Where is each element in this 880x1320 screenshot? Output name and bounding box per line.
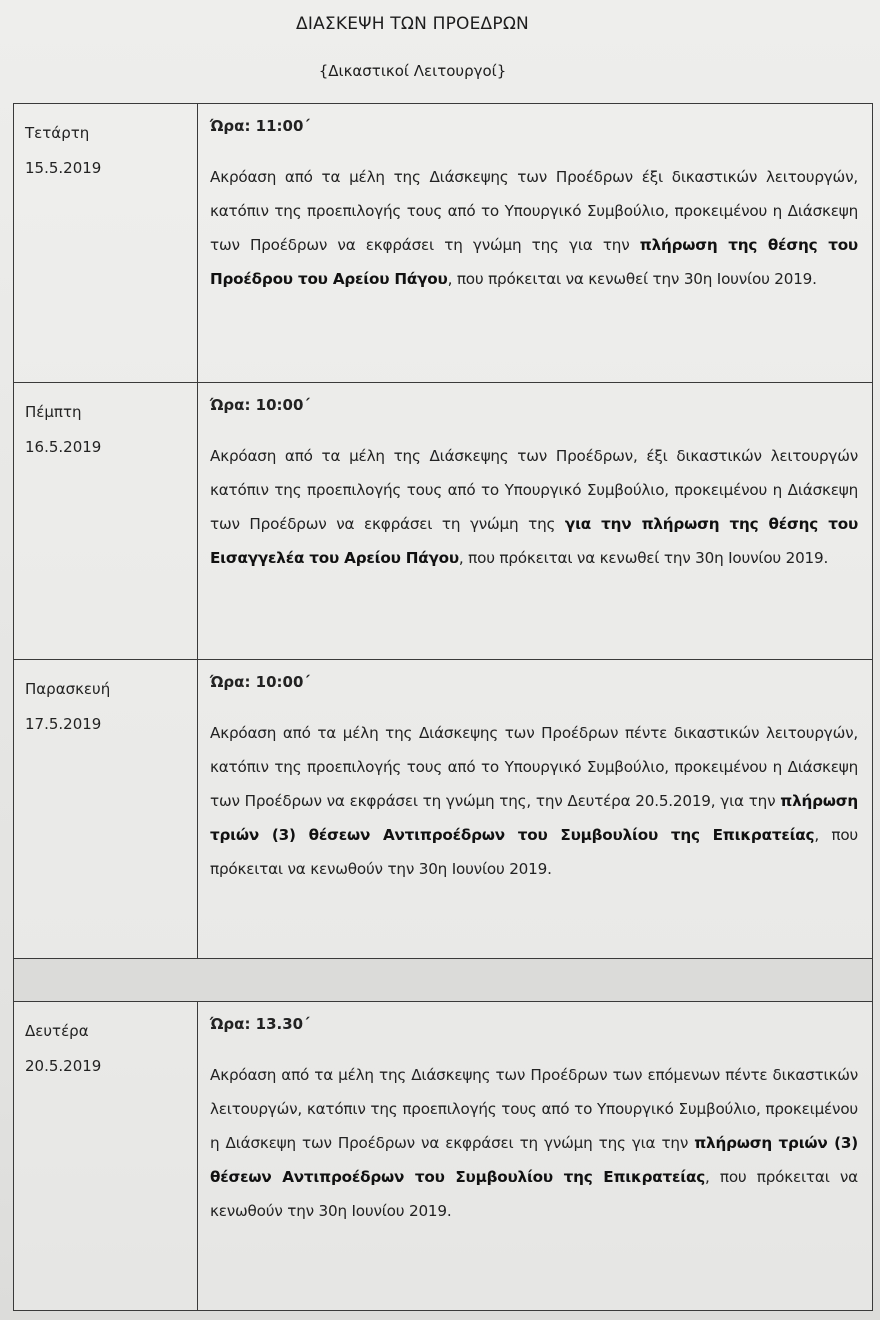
description-text: Ακρόαση από τα μέλη της Διάσκεψης των Προέδρων, έξι δικαστικών λειτουργών κατόπιν της προεπιλογής τους από το Υπουργικό Συμβούλιο, προκειμένου η Διάσκεψη των Προέδρων να εκφράσει τη γνώμη της xyxy=(210,447,858,533)
empty-cell xyxy=(14,959,872,1001)
hearing-description xyxy=(210,716,858,886)
day-label: Δευτέρα xyxy=(25,1022,89,1040)
hearing-description xyxy=(210,439,858,575)
content-cell xyxy=(198,660,872,958)
day-label: Παρασκευή xyxy=(25,680,111,698)
description-text: , που πρόκειται να κενωθεί την 30η Ιουνίου 2019. xyxy=(458,549,829,567)
description-text: , που πρόκειται να κενωθούν την 30η Ιουνίου 2019. xyxy=(210,1168,858,1220)
description-text: , που πρόκειται να κενωθεί την 30η Ιουνίου 2019. xyxy=(447,270,817,288)
time-label: Ώρα: 11:00΄ xyxy=(210,117,311,135)
description-highlight: πλήρωση της θέσης του Προέδρου του Αρείου Πάγου xyxy=(210,236,858,288)
description-text: Ακρόαση από τα μέλη της Διάσκεψης των Προέδρων των επόμενων πέντε δικαστικών λειτουργών, κατόπιν της προεπιλογής τους από το Υπουργικό Συμβούλιο, προκειμένου η Διάσκεψη των Προέδρων να εκφράσει τη γνώμη της για την xyxy=(210,1066,858,1152)
date-cell xyxy=(14,383,198,659)
hearing-description xyxy=(210,1058,858,1228)
date-label: 20.5.2019 xyxy=(25,1057,102,1075)
empty-separator-row xyxy=(14,959,872,1002)
schedule-row xyxy=(14,660,872,959)
description-text: , που πρόκειται να κενωθούν την 30η Ιουνίου 2019. xyxy=(210,826,858,878)
description-highlight: για την πλήρωση της θέσης του Εισαγγελέα του Αρείου Πάγου xyxy=(210,515,858,567)
content-cell xyxy=(198,1002,872,1310)
time-label: Ώρα: 10:00΄ xyxy=(210,673,311,691)
description-highlight: πλήρωση τριών (3) θέσεων Αντιπροέδρων του Συμβουλίου της Επικρατείας xyxy=(210,792,858,844)
time-label: Ώρα: 10:00΄ xyxy=(210,396,311,414)
time-label: Ώρα: 13.30΄ xyxy=(210,1015,310,1033)
date-label: 17.5.2019 xyxy=(25,715,102,733)
content-cell xyxy=(198,104,872,382)
schedule-table xyxy=(13,103,873,1311)
date-cell xyxy=(14,104,198,382)
schedule-row xyxy=(14,383,872,660)
content-cell xyxy=(198,383,872,659)
hearing-description xyxy=(210,160,858,296)
schedule-row xyxy=(14,1002,872,1310)
description-text: Ακρόαση από τα μέλη της Διάσκεψης των Προέδρων έξι δικαστικών λειτουργών, κατόπιν της προεπιλογής τους από το Υπουργικό Συμβούλιο, προκειμένου η Διάσκεψη των Προέδρων να εκφράσει τη γνώμη της για την xyxy=(210,168,858,254)
date-label: 16.5.2019 xyxy=(25,438,102,456)
day-label: Πέμπτη xyxy=(25,403,82,421)
document-subtitle: {Δικαστικοί Λειτουργοί} xyxy=(318,62,507,80)
day-label: Τετάρτη xyxy=(25,124,90,142)
date-label: 15.5.2019 xyxy=(25,159,102,177)
date-cell xyxy=(14,1002,198,1310)
document-title: ΔΙΑΣΚΕΨΗ ΤΩΝ ΠΡΟΕΔΡΩΝ xyxy=(296,14,529,34)
schedule-row xyxy=(14,104,872,383)
description-text: Ακρόαση από τα μέλη της Διάσκεψης των Προέδρων πέντε δικαστικών λειτουργών, κατόπιν της προεπιλογής τους από το Υπουργικό Συμβούλιο, προκειμένου η Διάσκεψη των Προέδρων να εκφράσει τη γνώμη της, την Δευτέρα 20.5.2019, για την xyxy=(210,724,858,810)
date-cell xyxy=(14,660,198,958)
description-highlight: πλήρωση τριών (3) θέσεων Αντιπροέδρων του Συμβουλίου της Επικρατείας xyxy=(210,1134,858,1186)
